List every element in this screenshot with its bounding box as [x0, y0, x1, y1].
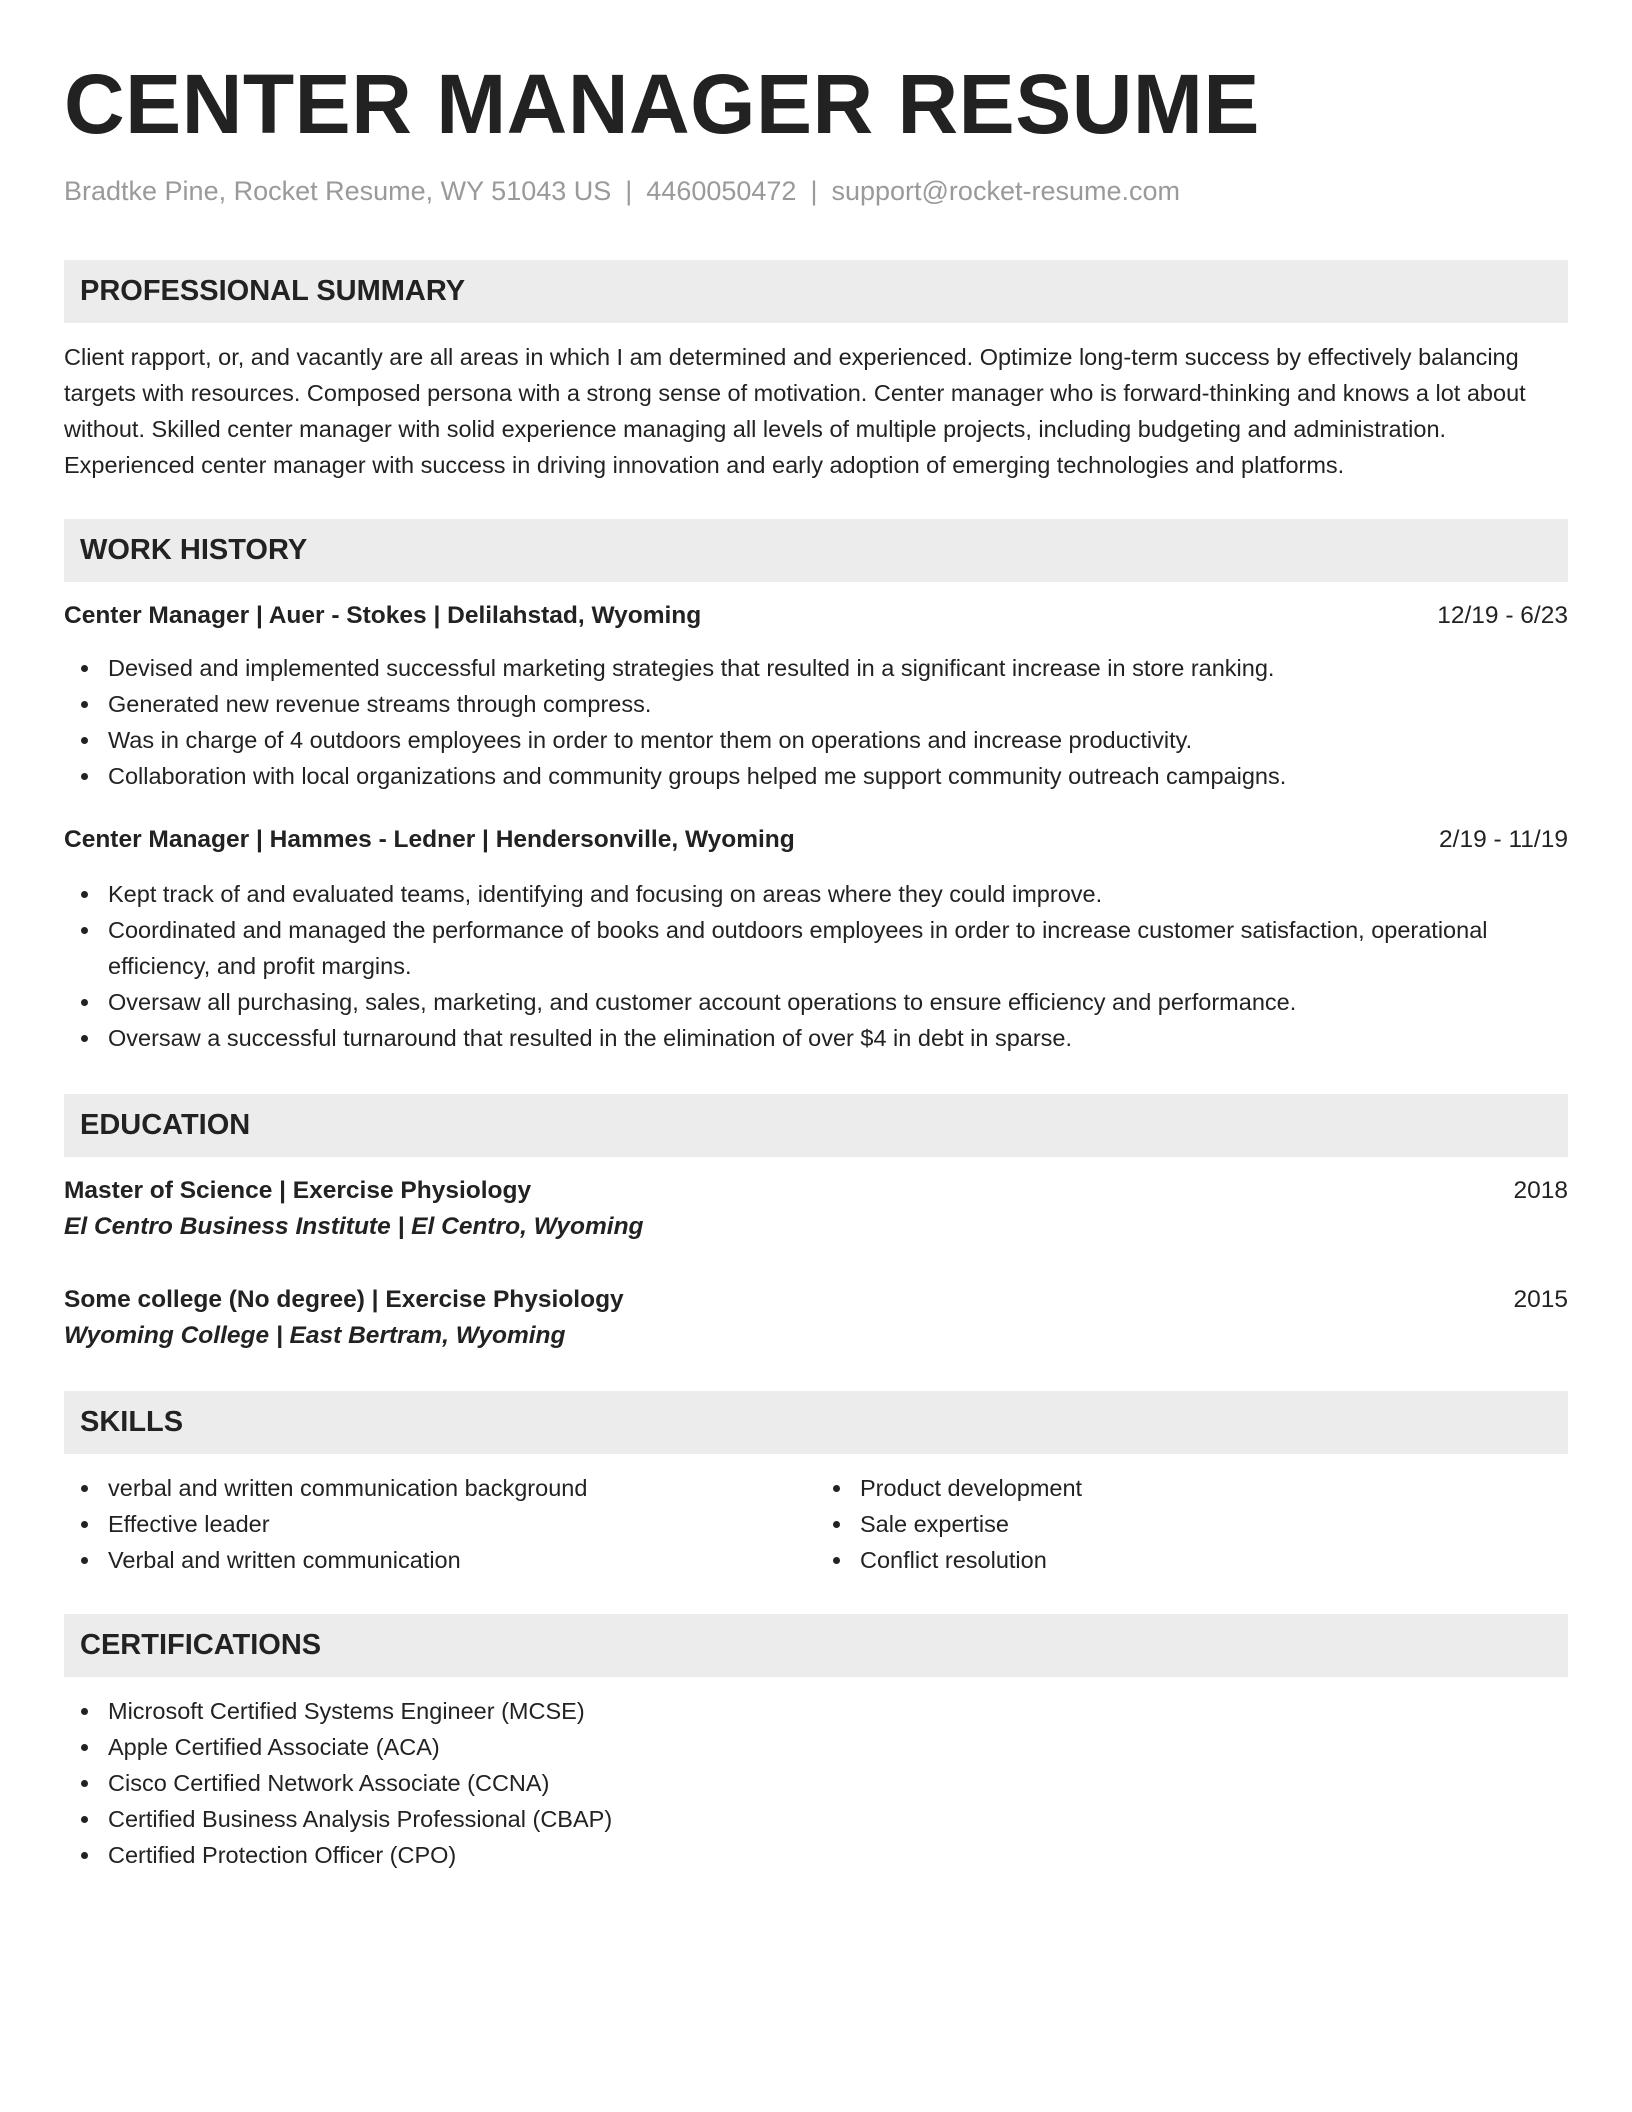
- education-school: El Centro Business Institute | El Centro, Wyoming: [64, 1213, 644, 1240]
- skills-list-left: [64, 1470, 816, 1578]
- job-entry: [64, 598, 1568, 794]
- education-school: Wyoming College | East Bertram, Wyoming: [64, 1322, 566, 1349]
- summary-text: Client rapport, or, and vacantly are all areas in which I am determined and experienced. Optimize long-term success by effectively balancing targets with resources. Composed persona with a strong sense of motivation. Center manager who is forward-thinking and knows a lot about without. Skilled center manager with solid experience managing all levels of multiple projects, including budgeting and administration. Experienced center manager with success in driving innovation and early adoption of emerging technologies and platforms.: [64, 344, 1526, 478]
- education-heading: EDUCATION: [64, 1094, 1568, 1157]
- education-entry: [64, 1173, 1568, 1245]
- education-entry: [64, 1282, 1568, 1354]
- job-bullets: [64, 876, 1568, 1056]
- list-item: Effective leader: [64, 1506, 816, 1542]
- list-item: verbal and written communication background: [64, 1470, 816, 1506]
- list-item: Oversaw all purchasing, sales, marketing, and customer account operations to ensure efficiency and performance.: [64, 984, 1568, 1020]
- skills-grid: [64, 1470, 1568, 1578]
- skills-list-right: [816, 1470, 1568, 1578]
- job-entry: [64, 822, 1568, 1056]
- list-item: Generated new revenue streams through compress.: [64, 686, 1568, 722]
- contact-email: support@rocket-resume.com: [831, 176, 1180, 206]
- job-header: [64, 598, 1568, 634]
- list-item: Conflict resolution: [816, 1542, 1568, 1578]
- list-item: Cisco Certified Network Associate (CCNA): [64, 1765, 1568, 1801]
- education-year: 2015: [1513, 1286, 1568, 1313]
- list-item: Certified Protection Officer (CPO): [64, 1837, 1568, 1873]
- list-item: Kept track of and evaluated teams, identifying and focusing on areas where they could improve.: [64, 876, 1568, 912]
- list-item: Collaboration with local organizations and community groups helped me support community outreach campaigns.: [64, 758, 1568, 794]
- work-history-heading: WORK HISTORY: [64, 519, 1568, 582]
- contact-separator: |: [625, 176, 633, 206]
- certifications-heading: CERTIFICATIONS: [64, 1614, 1568, 1677]
- job-bullets: [64, 650, 1568, 794]
- contact-separator: |: [810, 176, 818, 206]
- contact-phone: 4460050472: [646, 176, 797, 206]
- summary-heading: PROFESSIONAL SUMMARY: [64, 260, 1568, 323]
- education-header: [64, 1173, 1568, 1209]
- list-item: Devised and implemented successful marketing strategies that resulted in a significant increase in store ranking.: [64, 650, 1568, 686]
- job-dates: 12/19 - 6/23: [1437, 602, 1568, 629]
- contact-address: Bradtke Pine, Rocket Resume, WY 51043 US: [64, 176, 612, 206]
- list-item: Product development: [816, 1470, 1568, 1506]
- job-header: [64, 822, 1568, 858]
- contact-line: [64, 174, 1568, 208]
- job-title: Center Manager | Auer - Stokes | Delilahstad, Wyoming: [64, 602, 702, 629]
- list-item: Oversaw a successful turnaround that resulted in the elimination of over $4 in debt in sparse.: [64, 1020, 1568, 1056]
- education-degree: Master of Science | Exercise Physiology: [64, 1177, 532, 1204]
- education-year: 2018: [1513, 1177, 1568, 1204]
- list-item: Verbal and written communication: [64, 1542, 816, 1578]
- job-title: Center Manager | Hammes - Ledner | Hendersonville, Wyoming: [64, 826, 795, 853]
- education-degree: Some college (No degree) | Exercise Physiology: [64, 1286, 624, 1313]
- job-dates: 2/19 - 11/19: [1439, 826, 1568, 853]
- education-header: [64, 1282, 1568, 1318]
- list-item: Certified Business Analysis Professional (CBAP): [64, 1801, 1568, 1837]
- skills-heading: SKILLS: [64, 1391, 1568, 1454]
- list-item: Coordinated and managed the performance of books and outdoors employees in order to increase customer satisfaction, operational efficiency, and profit margins.: [64, 912, 1568, 984]
- list-item: Apple Certified Associate (ACA): [64, 1729, 1568, 1765]
- certifications-list: [64, 1693, 1568, 1873]
- list-item: Sale expertise: [816, 1506, 1568, 1542]
- list-item: Was in charge of 4 outdoors employees in order to mentor them on operations and increase productivity.: [64, 722, 1568, 758]
- resume-title: CENTER MANAGER RESUME: [64, 57, 1260, 151]
- list-item: Microsoft Certified Systems Engineer (MCSE): [64, 1693, 1568, 1729]
